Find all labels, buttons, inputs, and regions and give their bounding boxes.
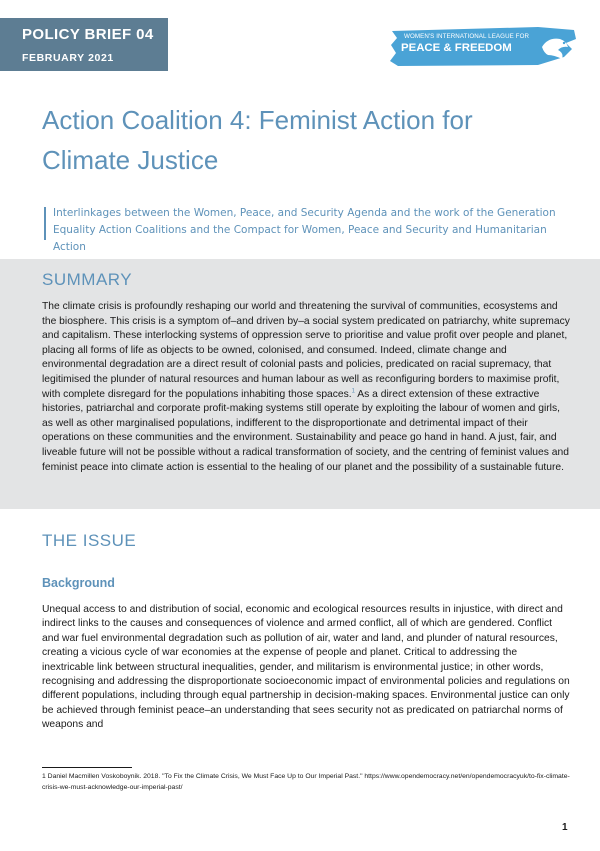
footnote-divider [42, 767, 132, 768]
summary-section [0, 259, 600, 509]
page-title: Action Coalition 4: Feminist Action for Climate Justice [42, 105, 473, 175]
brief-date: FEBRUARY 2021 [22, 52, 114, 64]
background-text: Unequal access to and distribution of social, economic and ecological resources results in injustice, with direct and indirect links to the causes and consequences of violence and armed conflict, all of which are gendered. Conflict and war fuel environmental degradation such as pollution of air, water and land, and plunder of natural resources, creating a vicious cycle of war economies at the expense of people and planet. Critical to addressing the inextricable link between structural inequalities, gender, and militarism is environmental justice; in other words, recognising and addressing the disproportionate socioeconomic impact of environmental policies and regulations on different populations, including through equal partnership in decision-making spaces. Environmental justice can only be achieved through feminist peace–an understanding that sees security not as predicated on patriarchal norms of weapons and [42, 604, 570, 731]
summary-text [42, 300, 572, 475]
policy-brief-badge [0, 18, 168, 71]
brief-title: POLICY BRIEF 04 [22, 26, 154, 43]
footnote: 1 Daniel Macmillen Voskoboynik. 2018. "To Fix the Climate Crisis, We Must Face Up to Our Imperial Past." https://www.opendemocracy.net/en/opendemocracyuk/to-fix-climate-crisis-we-must-acknowledge-our-imperial-past/ [42, 773, 570, 791]
logo-peace-freedom: PEACE & FREEDOM [401, 42, 512, 54]
wilpf-logo [388, 25, 578, 69]
footnote-ref[interactable]: 1 [351, 388, 356, 395]
summary-text-part2: As a direct extension of these extractive histories, patriarchal and corporate profit-making systems still operate by exploiting the labour of women and girls, as well as other marginalised populations, indifferent to the disproportionate and detrimental impact of their operations on these communities and the environment. Sustainability and peace go hand in hand. A just, fair, and liveable future will not be possible without a radical transformation of society, and the centring of feminist values and feminist peace into climate action is essential to the healing of our planet and the possibility of a sustainable future. [42, 388, 569, 473]
page-number: 1 [562, 822, 568, 833]
summary-text-part1: The climate crisis is profoundly reshaping our world and threatening the survival of communities, ecosystems and the biosphere. This crisis is a symptom of–and driven by–a social system predicated on patriarchy, white supremacy and capitalism. These interlocking systems of oppression serve to prioritise and value profit over people and planet, placing all forms of life as objects to be owned, colonised, and consumed. Indeed, climate change and environmental degradation are a direct result of colonial pasts and policies, predicated on racial supremacy, that legitimised the plunder of natural resources and human labour as well as reconfiguring borders to maximise profit, with complete disregard for the populations inhabiting those spaces. [42, 301, 570, 400]
logo-org-line: WOMEN'S INTERNATIONAL LEAGUE FOR [404, 33, 530, 40]
background-heading: Background [42, 576, 115, 590]
subtitle-accent-bar [44, 207, 46, 240]
issue-heading: THE ISSUE [42, 531, 137, 550]
page-subtitle: Interlinkages between the Women, Peace, and Security Agenda and the work of the Generation Equality Action Coalitions and the Compact for Women, Peace and Security and Humanitarian Action [53, 207, 556, 253]
summary-heading: SUMMARY [42, 270, 133, 289]
